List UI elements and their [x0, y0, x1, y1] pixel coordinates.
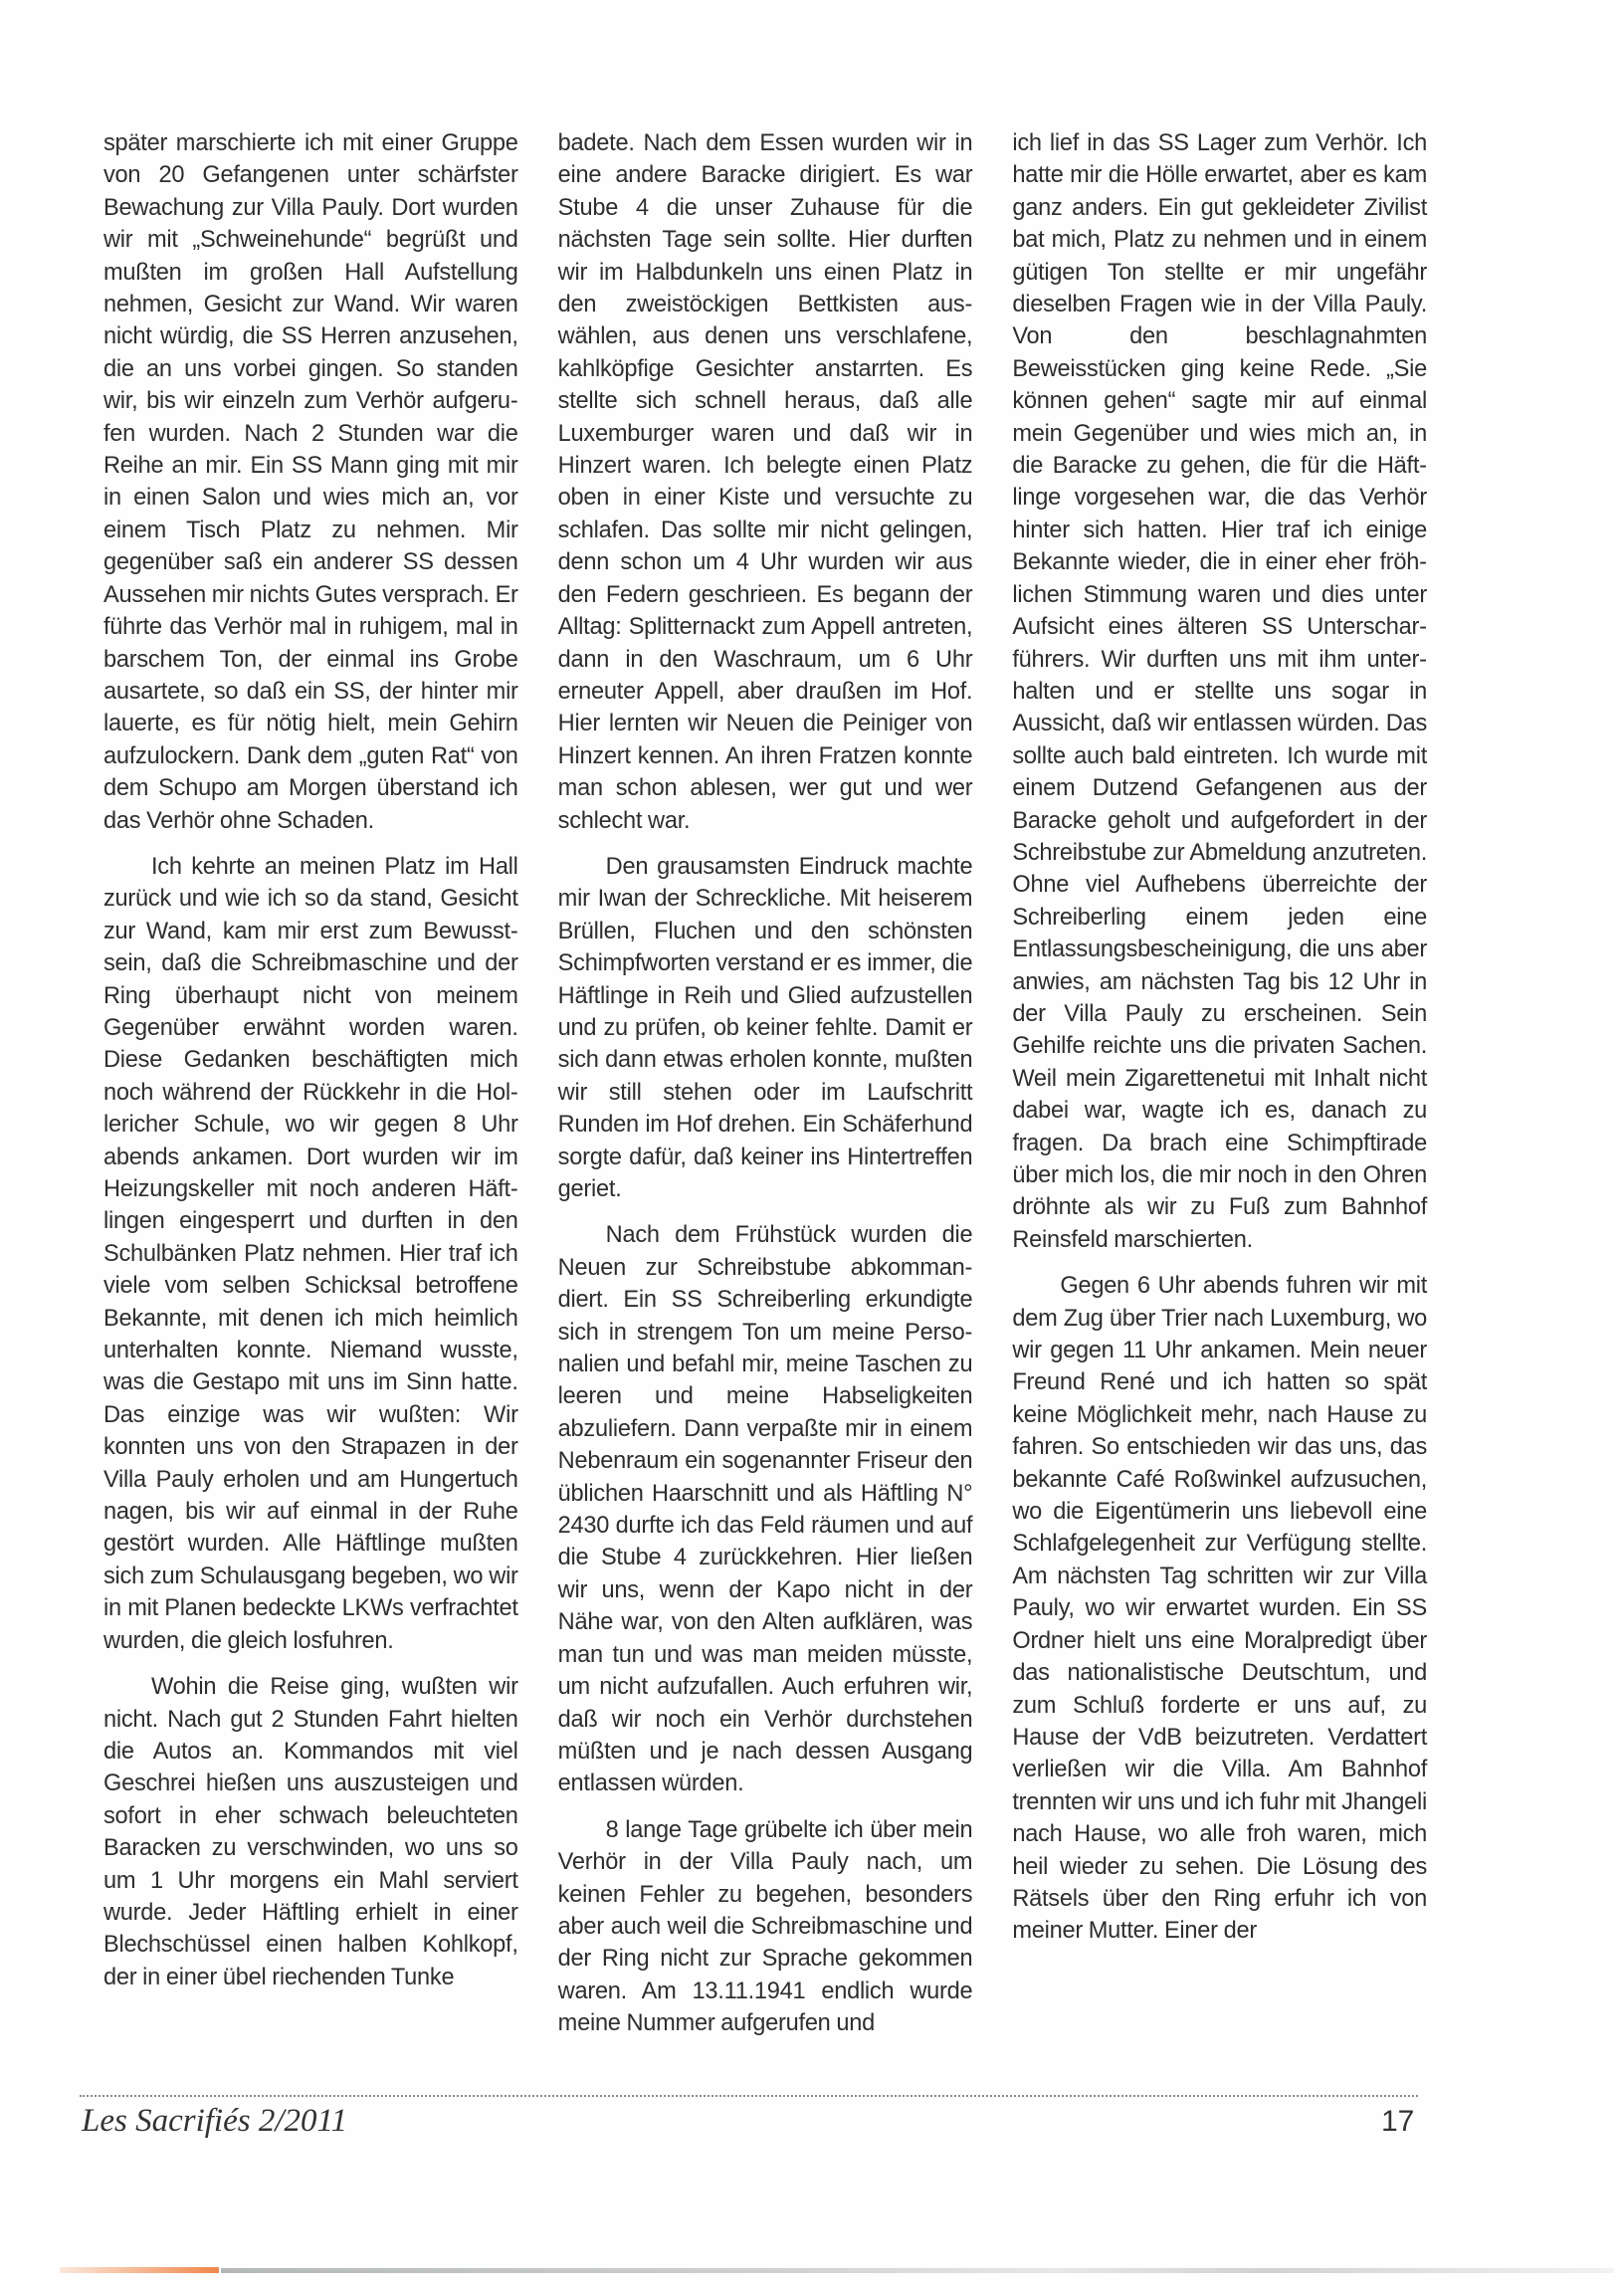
paragraph: Ich kehrte an meinen Platz im Hall zurück und wie ich so da stand, Gesicht zur Wand, kam mir erst zum Bewusstsein, daß die Schreibmaschine und der Ring überhaupt nicht von meinem Gegenüber erwähnt worden waren. Diese Gedanken beschäftigten mich noch während der Rückkehr in die Hollericher Schule, wo wir gegen 8 Uhr abends ankamen. Dort wurden wir im Heizungskeller mit noch anderen Häftlingen eingesperrt und durften in den Schulbänken Platz nehmen. Hier traf ich viele vom selben Schicksal betroffene Bekannte, mit denen ich mich heimlich unterhalten konnte. Niemand wusste, was die Gestapo mit uns im Sinn hatte. Das einzige was wir wußten: Wir konnten uns von den Strapazen in der Villa Pauly erholen und am Hungertuch nagen, bis wir auf einmal in der Ruhe gestört wurden. Alle Häftlinge mußten sich zum Schulausgang begeben, wo wir in mit Planen bedeckte LKWs verfrachtet wurden, die gleich losfuhren. [103, 853, 518, 1654]
paragraph: Wohin die Reise ging, wußten wir nicht. Nach gut 2 Stunden Fahrt hielten die Autos an. Kommandos mit viel Geschrei hießen uns auszusteigen und sofort in eher schwach beleuchteten Baracken zu verschwinden, wo uns so um 1 Uhr morgens ein Mahl serviert wurde. Jeder Häftling erhielt in einer Blechschüssel einen halben Kohlkopf, der in einer übel riechenden Tunke [103, 1674, 518, 1990]
gray-decorative-bar [221, 2268, 1614, 2273]
paragraph: badete. Nach dem Essen wurden wir in eine andere Baracke dirigiert. Es war Stube 4 die unser Zuhause für die nächsten Tage sein sollte. Hier durften wir im Halbdunkeln uns einen Platz in den zweistöckigen Bettkisten auswählen, aus denen uns verschlafene, kahlköpfige Gesichter anstarrten. Es stellte sich schnell heraus, daß alle Luxemburger waren und daß wir in Hinzert waren. Ich belegte einen Platz oben in einer Kiste und versuchte zu schlafen. Das sollte mir nicht gelingen, denn schon um 4 Uhr wurden wir aus den Federn geschrieen. Es begann der Alltag: Splitternackt zum Appell antreten, dann in den Waschraum, um 6 Uhr erneuter Appell, aber draußen im Hof. Hier lernten wir Neuen die Peiniger von Hinzert kennen. An ihren Fratzen konnte man schon ablesen, wer gut und wer schlecht war. [557, 130, 973, 834]
article-body [103, 127, 1427, 2048]
paragraph: Gegen 6 Uhr abends fuhren wir mit dem Zug über Trier nach Luxemburg, wo wir gegen 11 Uhr ankamen. Mein neuer Freund René und ich hatten so spät keine Möglichkeit mehr, nach Hause zu fahren. So entschieden wir das uns, das bekannte Café Roßwinkel aufzusuchen, wo die Eigentümerin uns liebevoll eine Schlafgelegenheit zur Verfügung stellte. Am nächsten Tag schritten wir zur Villa Pauly, wo wir erwartet wurden. Ein SS Ordner hielt uns eine Moralpredigt über das nationalistische Deutschtum, und zum Schluß forderte er uns auf, zu Hause der VdB beizutreten. Verdattert verließen wir die Villa. Am Bahnhof trennten wir uns und ich fuhr mit Jhangeli nach Hause, wo alle froh waren, mich heil wieder zu sehen. Die Lösung des Rätsels über den Ring erfuhr ich von meiner Mutter. Einer der [1012, 1273, 1428, 1945]
column-2 [558, 127, 973, 2048]
page-number: 17 [1381, 2105, 1415, 2138]
paragraph: ich lief in das SS Lager zum Verhör. Ich hatte mir die Hölle erwartet, aber es kam ganz anders. Ein gut gekleideter Zivilist bat mich, Platz zu nehmen und in einem gütigen Ton stellte er mir ungefähr dieselben Fragen wie in der Villa Pauly. Von den beschlagnahmten Beweisstücken ging keine Rede. „Sie können gehen“ sagte mir auf einmal mein Gegenüber und wies mich an, in die Baracke zu gehen, die für die Häftlinge vorgesehen war, die das Verhör hinter sich hatten. Hier traf ich einige Bekannte wieder, die in einer eher fröhlichen Stimmung waren und dies unter Aufsicht eines älteren SS Unterscharführers. Wir durften uns mit ihm unterhalten und er stellte uns sogar in Aussicht, daß wir entlassen würden. Das sollte auch bald eintreten. Ich wurde mit einem Dutzend Gefangenen aus der Baracke geholt und aufgefordert in der Schreibstube zur Abmeldung anzutreten. Ohne viel Aufhebens überreichte der Schreiberling einem jeden eine Entlassungsbescheinigung, die uns aber anwies, am nächsten Tag bis 12 Uhr in der Villa Pauly zu erscheinen. Sein Gehilfe reichte uns die privaten Sachen. Weil mein Zigarettenetui mit Inhalt nicht dabei war, wagte ich es, danach zu fragen. Da brach eine Schimpftirade über mich los, die mir noch in den Ohren dröhnte als wir zu Fuß zum Bahnhof Reinsfeld marschierten. [1012, 130, 1428, 1253]
column-3 [1012, 127, 1427, 2048]
footer-dotted-rule [80, 2095, 1418, 2097]
paragraph: Den grausamsten Eindruck machte mir Iwan der Schreckliche. Mit heiserem Brüllen, Fluchen und den schönsten Schimpfworten verstand er es immer, die Häftlinge in Reih und Glied aufzustellen und zu prüfen, ob keiner fehlte. Damit er sich dann etwas erholen konnte, mußten wir still stehen oder im Laufschritt Runden im Hof drehen. Ein Schäferhund sorgte dafür, daß keiner ins Hintertreffen geriet. [557, 853, 973, 1202]
paragraph: Nach dem Frühstück wurden die Neuen zur Schreibstube abkommandiert. Ein SS Schreiberling erkundigte sich in strengem Ton um meine Personalien und befahl mir, meine Taschen zu leeren und meine Habseligkeiten abzuliefern. Dann verpaßte mir in einem Nebenraum ein sogenannter Friseur den üblichen Haarschnitt und als Häftling N° 2430 durfte ich das Feld räumen und auf die Stube 4 zurückkehren. Hier ließen wir uns, wenn der Kapo nicht in der Nähe war, von den Alten aufklären, was man tun und was man meiden müsste, um nicht aufzufallen. Auch erfuhren wir, daß wir noch ein Verhör durchstehen müßten und je nach dessen Ausgang entlassen würden. [557, 1222, 973, 1797]
publication-title: Les Sacrifiés 2/2011 [82, 2103, 348, 2139]
paragraph: später marschierte ich mit einer Gruppe von 20 Gefangenen unter schärfster Bewachung zur Villa Pauly. Dort wurden wir mit „Schweinehunde“ begrüßt und mußten im großen Hall Aufstellung nehmen, Gesicht zur Wand. Wir waren nicht würdig, die SS Herren anzusehen, die an uns vorbei gingen. So standen wir, bis wir einzeln zum Verhör aufgerufen wurden. Nach 2 Stunden war die Reihe an mir. Ein SS Mann ging mit mir in einen Salon und wies mich an, vor einem Tisch Platz zu nehmen. Mir gegenüber saß ein anderer SS dessen Aussehen mir nichts Gutes versprach. Er führte das Verhör mal in ruhigem, mal in barschem Ton, der einmal ins Grobe ausartete, so daß ein SS, der hinter mir lauerte, es für nötig hielt, mein Gehirn aufzulockern. Dank dem „guten Rat“ von dem Schupo am Morgen überstand ich das Verhör ohne Schaden. [103, 130, 518, 834]
column-1 [103, 127, 518, 2048]
paragraph: 8 lange Tage grübelte ich über mein Verhör in der Villa Pauly nach, um keinen Fehler zu begehen, besonders aber auch weil die Schreibmaschine und der Ring nicht zur Sprache gekommen waren. Am 13.11.1941 endlich wurde meine Nummer aufgerufen und [557, 1816, 973, 2037]
orange-accent-bar [60, 2267, 219, 2273]
